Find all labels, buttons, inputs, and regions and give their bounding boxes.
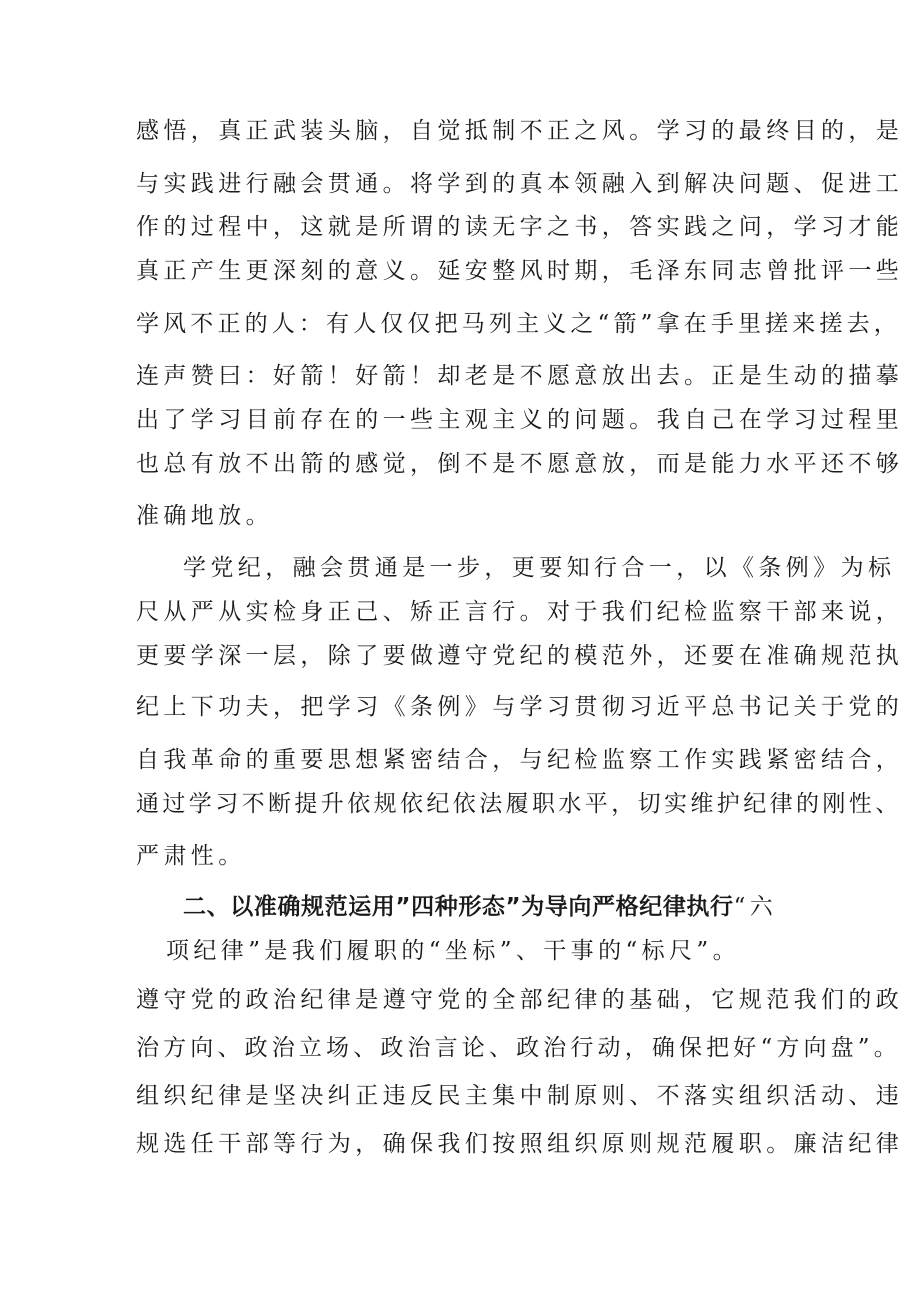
paragraph-1-line-6: 连声赞曰：好箭！好箭！却老是不愿意放出去。正是生动的描摹 <box>136 363 904 389</box>
section-heading-text: 二、以准确规范运用”四种形态”为导向严格纪律执行 <box>183 894 734 920</box>
paragraph-1-line-9: 准确地放。 <box>136 503 273 529</box>
paragraph-3-line-5: 规选任干部等行为，确保我们按照组织原则规范履职。廉洁纪律 <box>136 1131 904 1157</box>
paragraph-1-line-5: 学风不正的人：有人仅仅把马列主义之“箭”拿在手里搓来搓去， <box>136 311 901 337</box>
paragraph-3-line-4: 组织纪律是坚决纠正违反民主集中制原则、不落实组织活动、违 <box>136 1083 904 1109</box>
paragraph-1-line-4: 真正产生更深刻的意义。延安整风时期，毛泽东同志曾批评一些 <box>136 258 904 284</box>
paragraph-3-line-2: 遵守党的政治纪律是遵守党的全部纪律的基础，它规范我们的政 <box>136 987 904 1013</box>
paragraph-2-line-3: 更要学深一层，除了要做遵守党纪的模范外，还要在准确规范执 <box>136 643 904 669</box>
paragraph-1-line-7: 出了学习目前存在的一些主观主义的问题。我自己在学习过程里 <box>136 407 904 433</box>
paragraph-1-line-3: 作的过程中，这就是所谓的读无字之书，答实践之问，学习才能 <box>136 214 904 240</box>
paragraph-1-line-2: 与实践进行融会贯通。将学到的真本领融入到解决问题、促进工 <box>136 171 904 197</box>
paragraph-2-line-1: 学党纪，融会贯通是一步，更要知行合一，以《条例》为标 <box>183 555 896 581</box>
section-heading-tail: “六 <box>733 894 778 920</box>
paragraph-1-line-8: 也总有放不出箭的感觉，倒不是不愿意放，而是能力水平还不够 <box>136 451 904 477</box>
section-heading <box>183 892 777 922</box>
paragraph-2-line-6: 通过学习不断提升依规依纪依法履职水平，切实维护纪律的刚性、 <box>136 791 902 817</box>
paragraph-3-line-3: 治方向、政治立场、政治言论、政治行动，确保把好“方向盘”。 <box>136 1035 901 1061</box>
paragraph-2-line-7: 严肃性。 <box>136 843 246 869</box>
paragraph-1-line-1: 感悟，真正武装头脑，自觉抵制不正之风。学习的最终目的，是 <box>136 118 904 144</box>
paragraph-2-line-5: 自我革命的重要思想紧密结合，与纪检监察工作实践紧密结合， <box>136 747 904 773</box>
paragraph-3-line-1: 项纪律”是我们履职的“坐标”、干事的“标尺”。 <box>166 938 740 964</box>
paragraph-2-line-2: 尺从严从实检身正己、矫正言行。对于我们纪检监察干部来说， <box>136 599 904 625</box>
paragraph-2-line-4: 纪上下功夫，把学习《条例》与学习贯彻习近平总书记关于党的 <box>136 694 904 720</box>
